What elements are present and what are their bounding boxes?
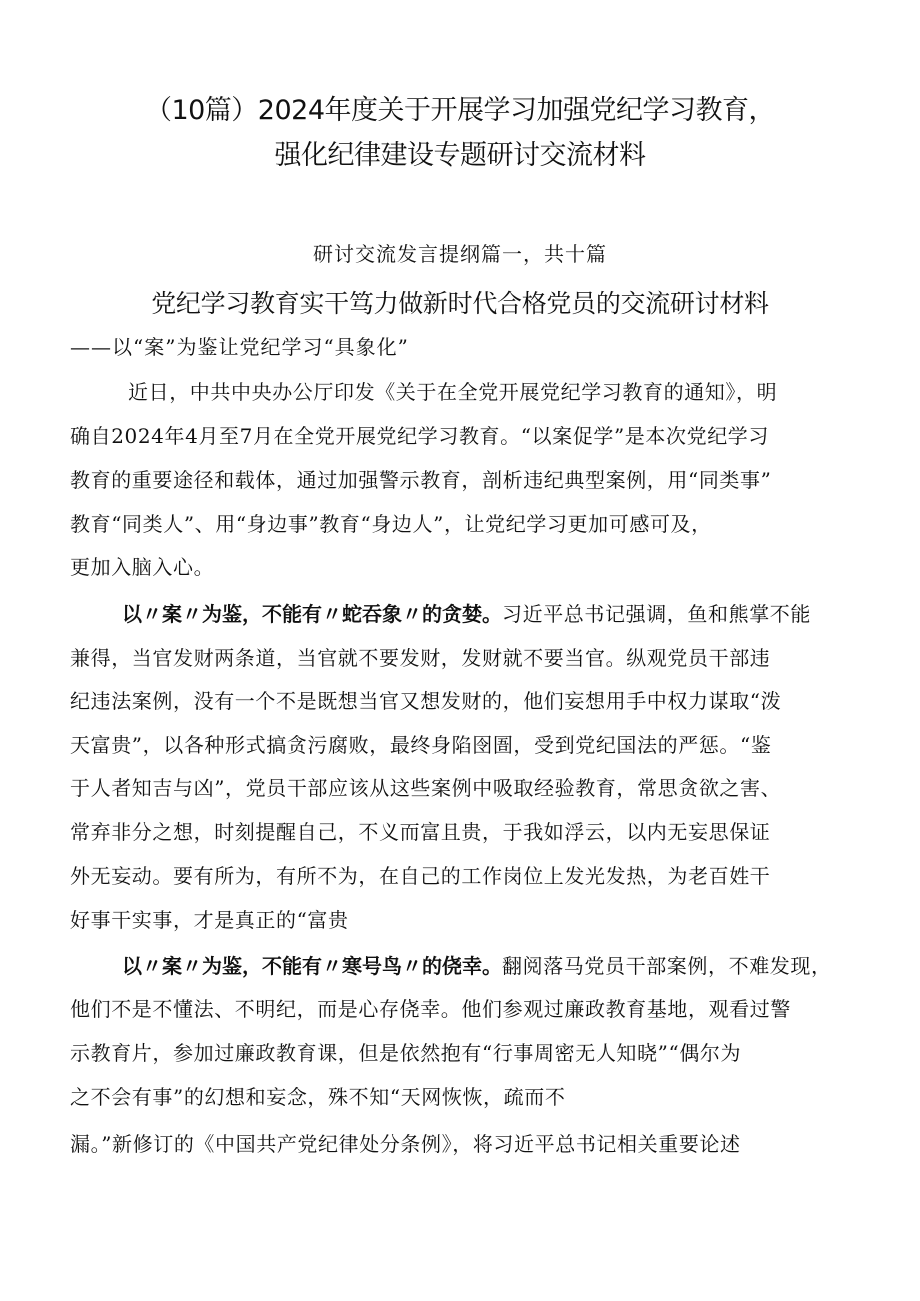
paragraph-3-lead: 以〃案〃为鉴，不能有〃寒号鸟〃的侥幸。 — [122, 954, 502, 978]
paragraph-3-line: 他们不是不懂法、不明纪，而是心存侥幸。他们参观过廉政教育基地，观看过警 — [70, 997, 791, 1021]
paragraph-1-line: 教育“同类人”、用“身边事”教育“身边人”，让党纪学习更加可感可及， — [70, 512, 712, 536]
paragraph-1-line: 确自2024年4月至7月在全党开展党纪学习教育。“以案促学”是本次党纪学习 — [70, 424, 769, 448]
paragraph-3-line: 示教育片，参加过廉政教育课，但是依然抱有“行事周密无人知晓”“偶尔为 — [70, 1041, 742, 1065]
paragraph-3-first-line-rest: 翻阅落马党员干部案例，不难发现， — [502, 954, 832, 978]
article-tagline: ——以“案”为鉴让党纪学习“具象化” — [70, 335, 409, 359]
paragraph-2-line: 纪违法案例，没有一个不是既想当官又想发财的，他们妄想用手中权力谋取“泼 — [70, 689, 782, 713]
document-title-line-1: （10篇）2024年度关于开展学习加强党纪学习教育， — [144, 95, 776, 126]
article-title: 党纪学习教育实干笃力做新时代合格党员的交流研讨材料 — [151, 289, 769, 318]
paragraph-2-first-line — [122, 594, 811, 634]
paragraph-3-line: 之不会有事”的幻想和妄念，殊不知“天网恢恢，疏而不 — [70, 1085, 566, 1109]
paragraph-2-line: 外无妄动。要有所为，有所不为，在自己的工作岗位上发光发热，为老百姓干 — [70, 864, 771, 888]
paragraph-3-first-line — [122, 946, 832, 986]
paragraph-1-line: 更加入脑入心。 — [70, 555, 215, 579]
section-subtitle: 研讨交流发言提纲篇一，共十篇 — [313, 242, 607, 266]
paragraph-1-line: 教育的重要途径和载体，通过加强警示教育，剖析违纪典型案例，用“同类事” — [70, 468, 772, 492]
paragraph-2-line: 常弃非分之想，时刻提醒自己，不义而富且贵，于我如浮云，以内无妄思保证 — [70, 820, 771, 844]
paragraph-2-line: 兼得，当官发财两条道，当官就不要发财，发财就不要当官。纵观党员干部违 — [70, 646, 771, 670]
paragraph-2-line: 天富贵”，以各种形式搞贪污腐败，最终身陷囹圄，受到党纪国法的严惩。“鉴 — [70, 733, 772, 757]
paragraph-3-line: 漏。”新修订的《中国共产党纪律处分条例》，将习近平总书记相关重要论述 — [70, 1132, 741, 1156]
paragraph-1-line: 近日，中共中央办公厅印发《关于在全党开展党纪学习教育的通知》，明 — [128, 380, 778, 404]
paragraph-2-lead: 以〃案〃为鉴，不能有〃蛇吞象〃的贪婪。 — [122, 602, 502, 626]
paragraph-2-line: 好事干实事，才是真正的“富贵 — [70, 908, 349, 932]
paragraph-2-line: 于人者知吉与凶”，党员干部应该从这些案例中吸取经验教育，常思贪欲之害、 — [70, 776, 782, 800]
paragraph-2-first-line-rest: 习近平总书记强调，鱼和熊掌不能 — [502, 602, 811, 626]
document-title-line-2: 强化纪律建设专题研讨交流材料 — [274, 140, 646, 171]
